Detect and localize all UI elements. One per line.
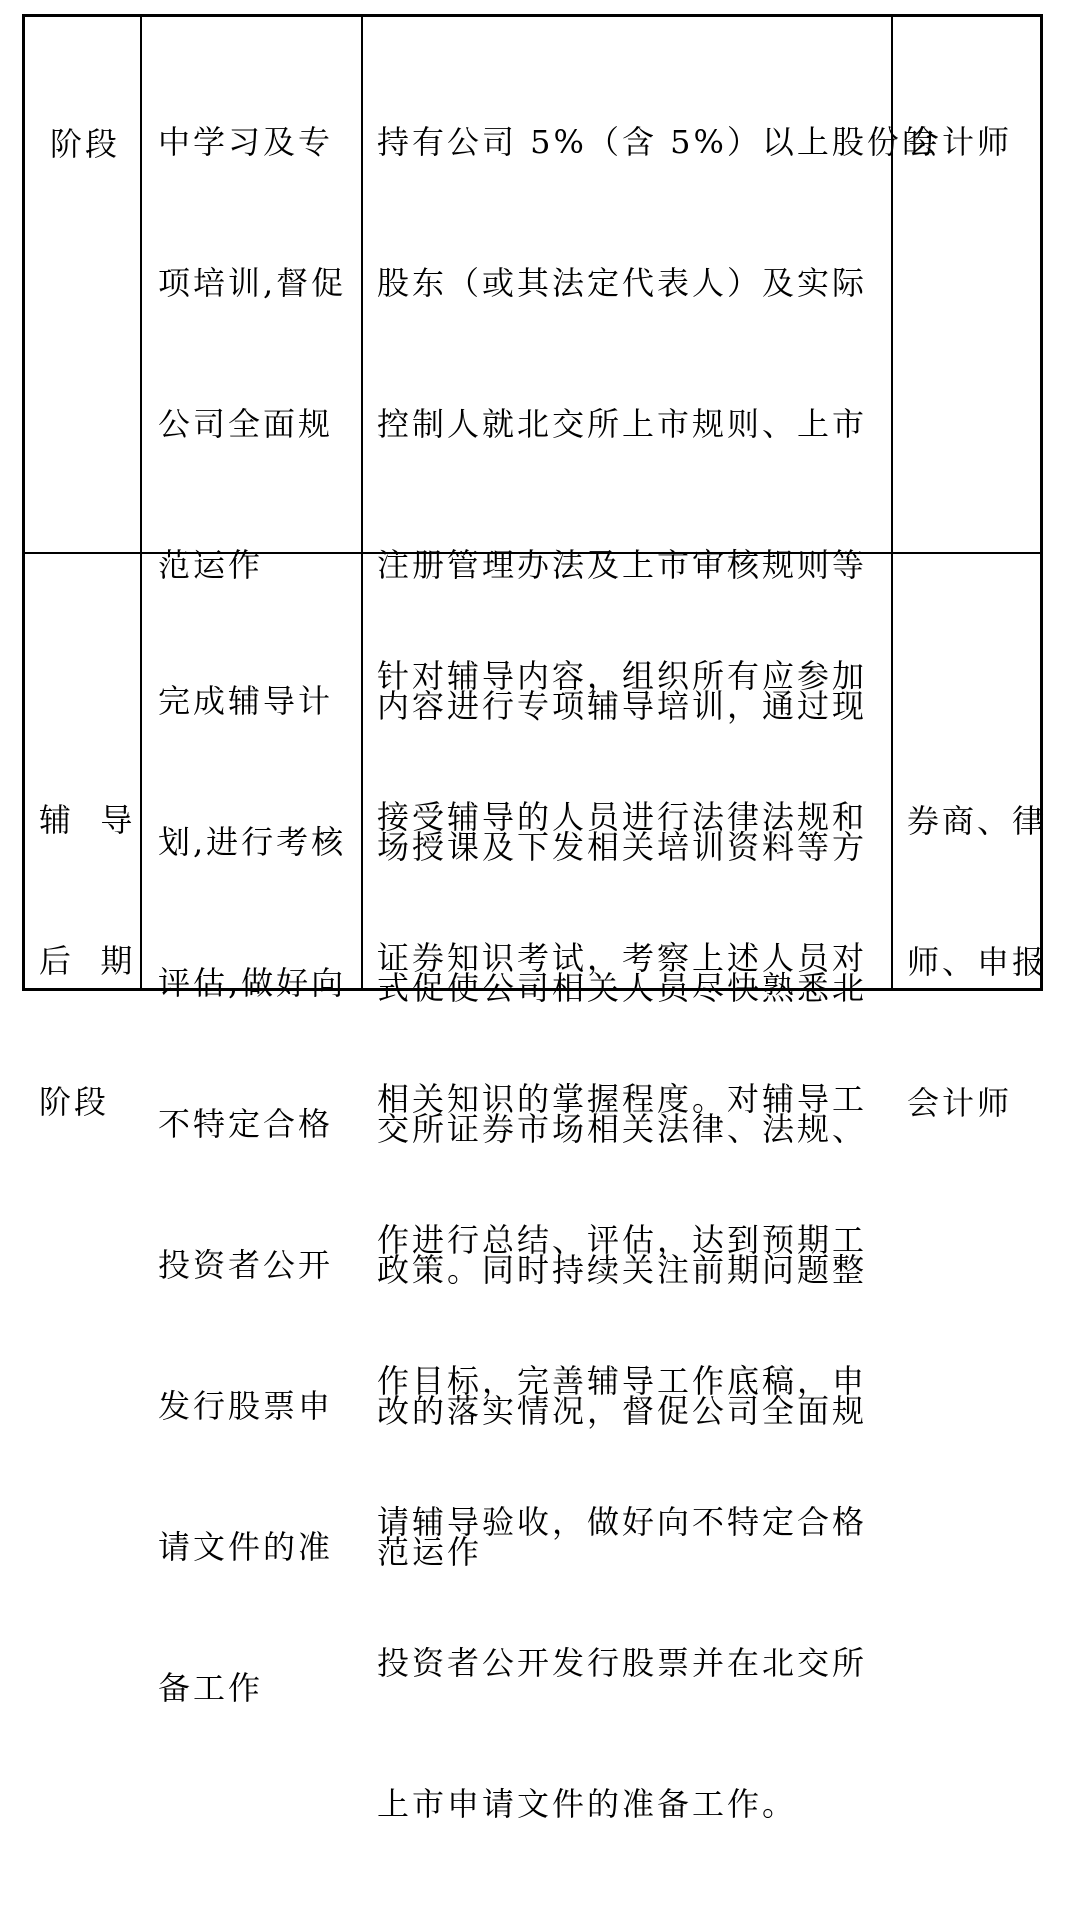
content-line: 内容进行专项辅导培训，通过现 (377, 687, 868, 725)
party-line: 师、申报 (907, 943, 1048, 981)
content-line: 股东（或其法定代表人）及实际 (377, 264, 868, 302)
content-line: 注册管理办法及上市审核规则等 (377, 546, 868, 584)
focus-line: 划,进行考核 (158, 823, 347, 861)
content-line: 投资者公开发行股票并在北交所 (377, 1644, 868, 1682)
content-line: 场授课及下发相关培训资料等方 (377, 828, 868, 866)
row-1-party-cell (907, 25, 1012, 260)
focus-line: 范运作 (158, 546, 264, 584)
party-line: 会计师 (907, 123, 1013, 161)
focus-line: 投资者公开 (158, 1246, 334, 1284)
content-line: 范运作 (377, 1533, 483, 1571)
row-2-content-cell (377, 559, 867, 1922)
content-line: 证券知识考试，考察上述人员对 (377, 939, 868, 977)
focus-line: 不特定合格 (158, 1105, 334, 1143)
stage-line: 后 期 (39, 942, 136, 980)
party-line: 券商、律 (907, 802, 1048, 840)
content-line: 持有公司 5%（含 5%）以上股份的 (377, 123, 937, 161)
content-line: 控制人就北交所上市规则、上市 (377, 405, 868, 443)
focus-line: 项培训,督促 (158, 264, 347, 302)
row-2-stage-cell (39, 703, 135, 1220)
focus-line: 备工作 (158, 1669, 264, 1707)
content-line: 接受辅导的人员进行法律法规和 (377, 798, 868, 836)
stage-line: 辅 导 (39, 801, 136, 839)
content-line: 改的落实情况，督促公司全面规 (377, 1392, 868, 1430)
content-line: 针对辅导内容，组织所有应参加 (377, 657, 868, 695)
focus-line: 评估,做好向 (158, 964, 347, 1002)
column-divider (140, 17, 142, 988)
column-divider (361, 17, 363, 988)
focus-line: 完成辅导计 (158, 682, 334, 720)
focus-line: 公司全面规 (158, 405, 334, 443)
focus-line: 中学习及专 (158, 123, 334, 161)
row-2-focus-cell (158, 584, 346, 1806)
guidance-schedule-table (22, 14, 1048, 1823)
content-line: 作进行总结、评估，达到预期工 (377, 1221, 868, 1259)
content-line: 上市申请文件的准备工作。 (377, 1785, 798, 1823)
focus-line: 发行股票申 (158, 1387, 334, 1425)
focus-line: 请文件的准 (158, 1528, 334, 1566)
row-1-stage-cell (50, 27, 120, 262)
content-line: 政策。同时持续关注前期问题整 (377, 1251, 868, 1289)
party-line: 会计师 (907, 1084, 1013, 1122)
row-2-party-cell (907, 704, 1047, 1221)
content-line: 相关知识的掌握程度。对辅导工 (377, 1080, 868, 1118)
content-line: 请辅导验收，做好向不特定合格 (377, 1503, 868, 1541)
content-line: 式促使公司相关人员尽快熟悉北 (377, 969, 868, 1007)
content-line: 作目标，完善辅导工作底稿，申 (377, 1362, 868, 1400)
stage-line: 阶段 (39, 1083, 110, 1121)
content-line: 交所证券市场相关法律、法规、 (377, 1110, 868, 1148)
stage-line: 阶段 (50, 125, 121, 163)
